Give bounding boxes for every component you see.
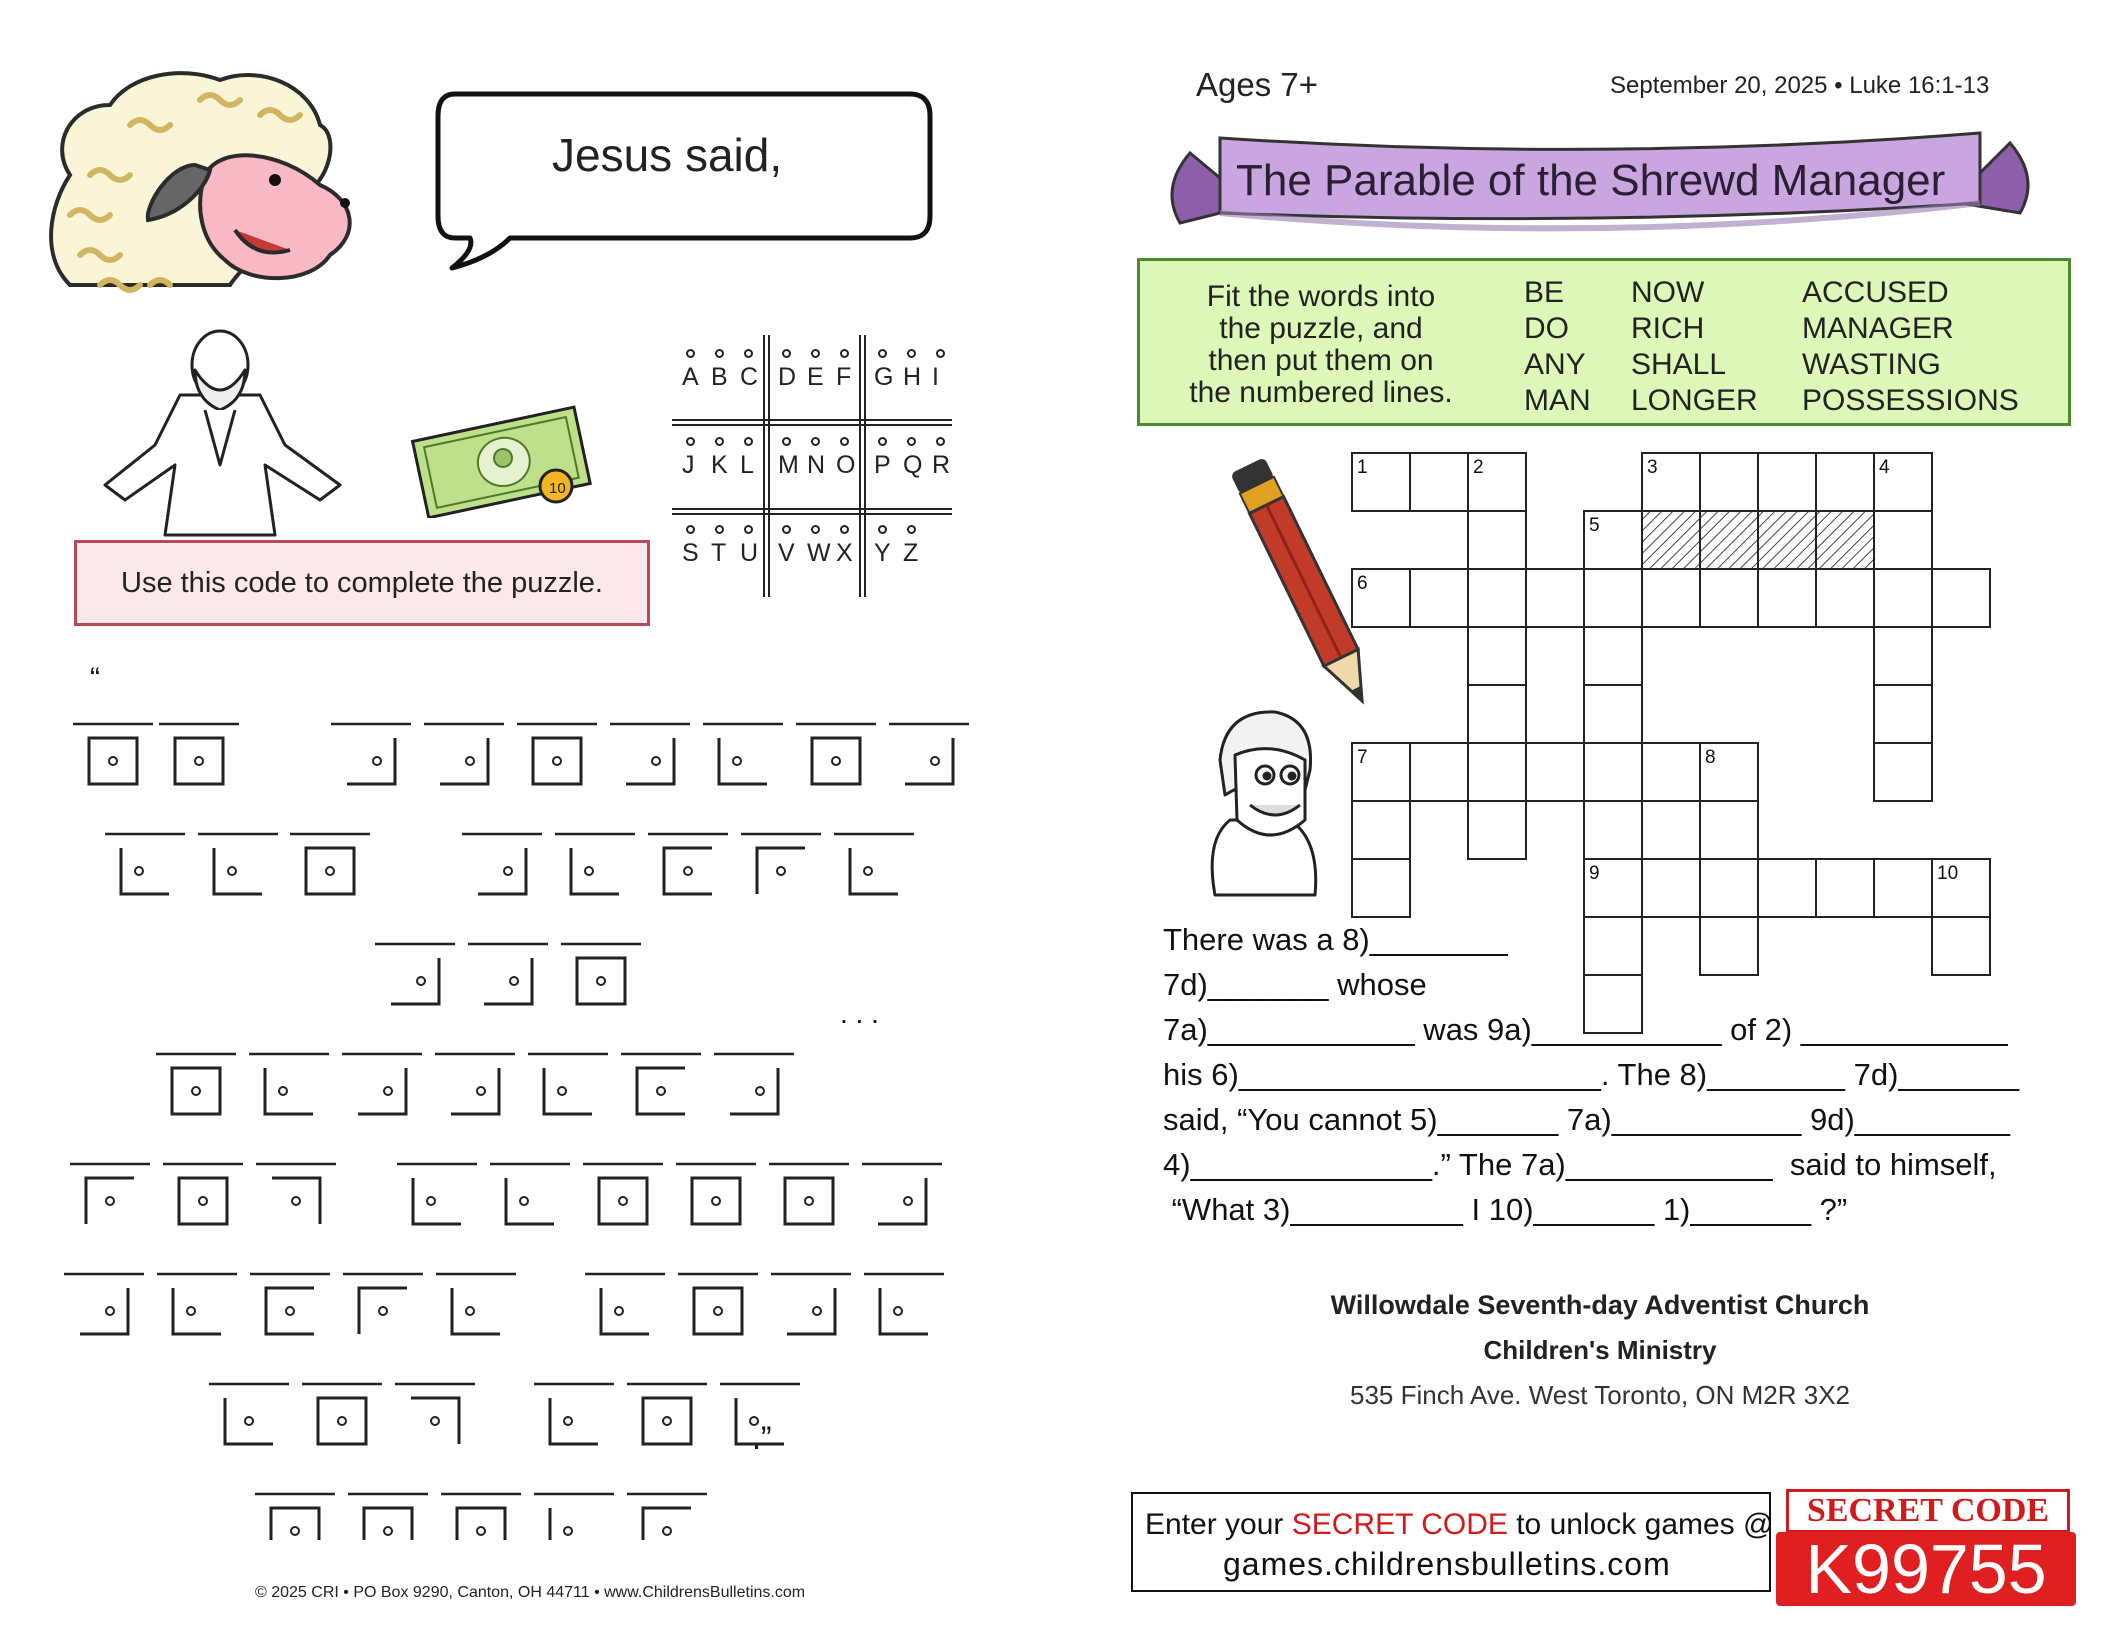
crossword-cell[interactable] (1700, 859, 1758, 917)
word: MANAGER (1802, 312, 1954, 345)
crossword-cell[interactable] (1874, 511, 1932, 569)
copyright: © 2025 CRI • PO Box 9290, Canton, OH 44711 • www.ChildrensBulletins.com (255, 1584, 806, 1601)
close-quote: .” (752, 1420, 772, 1456)
code-key-letter: R (932, 451, 953, 479)
crossword-cell[interactable] (1874, 859, 1932, 917)
code-key-letter: P (874, 451, 893, 479)
crossword-cell[interactable] (1468, 801, 1526, 859)
crossword-number: 9 (1589, 863, 1600, 884)
code-key-letter: F (836, 363, 854, 391)
code-symbol-slot (250, 1274, 330, 1334)
code-key-letter: Z (903, 539, 921, 567)
word: DO (1524, 312, 1569, 345)
code-key-letter: J (682, 451, 697, 479)
code-symbol-slot (676, 1164, 756, 1224)
code-symbol-slot (534, 1384, 614, 1444)
word: POSSESSIONS (1802, 384, 2019, 417)
code-symbol-slot (534, 1494, 614, 1540)
code-key-letter: Y (874, 539, 893, 567)
code-symbol-slot (302, 1384, 382, 1444)
code-key-letter: W (807, 539, 833, 567)
code-key-letter: T (711, 539, 729, 567)
code-symbol-slot (862, 1164, 942, 1224)
fill-line[interactable]: There was a 8)________ (1163, 922, 1508, 957)
crossword-cell[interactable] (1642, 859, 1700, 917)
crossword-blocked-cell (1700, 511, 1758, 569)
code-symbol-slot (627, 1494, 707, 1540)
fill-line[interactable]: 4)______________.” The 7a)____________ said to himself, (1163, 1147, 1997, 1182)
crossword-cell[interactable] (1874, 685, 1932, 743)
crossword-cell[interactable] (1410, 569, 1468, 627)
crossword-blocked-cell (1816, 511, 1874, 569)
crossword-cell[interactable] (1758, 569, 1816, 627)
code-symbol-slot (163, 1164, 243, 1224)
code-symbol-slot (585, 1274, 665, 1334)
code-key-letter: E (807, 363, 826, 391)
crossword-cell[interactable] (1468, 511, 1526, 569)
crossword-cell[interactable] (1932, 569, 1990, 627)
secret-code-value: K99755 (1776, 1532, 2076, 1606)
crossword-cell[interactable] (1468, 743, 1526, 801)
crossword-number: 3 (1647, 457, 1658, 478)
crossword-cell[interactable] (1584, 627, 1642, 685)
crossword-cell[interactable] (1758, 453, 1816, 511)
crossword-cell[interactable] (1584, 743, 1642, 801)
crossword-cell[interactable] (1584, 685, 1642, 743)
instruction-line: then put them on (1208, 344, 1434, 377)
code-symbol-slot (771, 1274, 851, 1334)
games-url[interactable]: games.childrensbulletins.com (1223, 1546, 1671, 1582)
word: NOW (1631, 276, 1705, 309)
code-key-letter: K (711, 451, 730, 479)
crossword-number: 7 (1357, 747, 1368, 768)
word: ANY (1524, 348, 1586, 381)
code-key-letter: X (836, 539, 855, 567)
open-quote: “ (90, 662, 100, 695)
instruction-line: the puzzle, and (1219, 312, 1423, 345)
code-symbol-slot (64, 1274, 144, 1334)
code-key-letter: L (740, 451, 756, 479)
crossword-cell[interactable] (1410, 743, 1468, 801)
word: SHALL (1631, 348, 1727, 381)
word: BE (1524, 276, 1565, 309)
crossword-cell[interactable] (1526, 743, 1584, 801)
secret-code-label: SECRET CODE (1786, 1489, 2070, 1533)
code-symbol-slot (395, 1384, 475, 1444)
code-key-letter: M (778, 451, 801, 479)
code-key-letter: S (682, 539, 701, 567)
code-symbol-slot (157, 1274, 237, 1334)
fill-line[interactable]: his 6)_____________________. The 8)________ 7d)_______ (1163, 1057, 2020, 1092)
code-key-letter: A (682, 363, 701, 391)
crossword-cell[interactable] (1642, 743, 1700, 801)
crossword-cell[interactable] (1758, 859, 1816, 917)
code-symbol-slot (627, 1384, 707, 1444)
age-range: Ages 7+ (1196, 66, 1319, 103)
code-symbol-slot (209, 1384, 289, 1444)
fill-line[interactable]: 7d)_______ whose (1163, 967, 1427, 1002)
crossword-cell[interactable] (1700, 801, 1758, 859)
code-key-letter: D (778, 363, 799, 391)
code-key-letter: C (740, 363, 761, 391)
crossword-cell[interactable] (1526, 569, 1584, 627)
code-symbol-slot (255, 1494, 335, 1540)
code-symbol-slot (583, 1164, 663, 1224)
code-key-letter: Q (903, 451, 925, 479)
code-symbol-slot (769, 1164, 849, 1224)
fill-line[interactable]: said, “You cannot 5)_______ 7a)___________ 9d)_________ (1163, 1102, 2010, 1137)
word: RICH (1631, 312, 1705, 345)
fill-line[interactable]: “What 3)__________ I 10)_______ 1)_______ ?” (1163, 1192, 1848, 1227)
crossword-cell[interactable] (1816, 569, 1874, 627)
code-symbol-slot (441, 1494, 521, 1540)
code-key-letter: G (874, 363, 896, 391)
code-symbol-slot (397, 1164, 477, 1224)
crossword-cell[interactable] (1874, 627, 1932, 685)
code-symbol-slot (70, 1164, 150, 1224)
word: ACCUSED (1802, 276, 1949, 309)
church-name: Willowdale Seventh-day Adventist Church (1330, 1290, 1870, 1320)
dateline: September 20, 2025 • Luke 16:1-13 (1610, 72, 1990, 99)
crossword-cell[interactable] (1816, 859, 1874, 917)
instruction-line: Fit the words into (1206, 280, 1436, 313)
ellipsis: . . . (840, 998, 879, 1029)
crossword-number: 4 (1879, 457, 1890, 478)
crossword-cell[interactable] (1874, 743, 1932, 801)
svg-text:10: 10 (549, 480, 566, 497)
crossword-number: 8 (1705, 747, 1716, 768)
code-symbol-slot (864, 1274, 944, 1334)
code-key-letter: V (778, 539, 797, 567)
page-title: The Parable of the Shrewd Manager (1236, 156, 1946, 205)
crossword-cell[interactable] (1410, 453, 1468, 511)
crossword-cell[interactable] (1642, 569, 1700, 627)
unlock-games-box (1131, 1492, 1774, 1592)
code-instruction-box: Use this code to complete the puzzle. (74, 540, 650, 626)
fill-line[interactable]: 7a)____________ was 9a)___________ of 2) ____________ (1163, 1012, 2008, 1047)
crossword-blocked-cell (1642, 511, 1700, 569)
ministry-name: Children's Ministry (1483, 1335, 1717, 1365)
code-symbol-slot (436, 1274, 516, 1334)
crossword-cell[interactable] (1468, 685, 1526, 743)
code-symbol-slot (490, 1164, 570, 1224)
crossword-cell[interactable] (1584, 569, 1642, 627)
code-symbol-slot (720, 1384, 800, 1444)
crossword-number: 2 (1473, 457, 1484, 478)
crossword-cell[interactable] (1816, 453, 1874, 511)
word: MAN (1524, 384, 1591, 417)
word: LONGER (1631, 384, 1758, 417)
unlock-highlight: SECRET CODE (1291, 1508, 1508, 1541)
unlock-prefix: Enter your (1145, 1508, 1292, 1541)
story-fill-in (1163, 917, 2019, 1232)
crossword-cell[interactable] (1874, 569, 1932, 627)
crossword-cell[interactable] (1584, 801, 1642, 859)
crossword-cell[interactable] (1468, 569, 1526, 627)
crossword-cell[interactable] (1700, 569, 1758, 627)
code-key-letter: O (836, 451, 858, 479)
crossword-blocked-cell (1758, 511, 1816, 569)
crossword-number: 1 (1357, 457, 1368, 478)
crossword-number: 10 (1937, 863, 1959, 884)
code-symbol-slot (343, 1274, 423, 1334)
unlock-suffix: to unlock games @ (1507, 1508, 1774, 1541)
unlock-text (1145, 1508, 1773, 1542)
word: WASTING (1802, 348, 1941, 381)
code-key-letter: U (740, 539, 761, 567)
crossword-cell[interactable] (1352, 859, 1410, 917)
code-symbol-slot (348, 1494, 428, 1540)
instruction-line: the numbered lines. (1189, 376, 1453, 409)
church-address: 535 Finch Ave. West Toronto, ON M2R 3X2 (1349, 1380, 1851, 1410)
crossword-cell[interactable] (1700, 453, 1758, 511)
code-symbol-slot (678, 1274, 758, 1334)
crossword-number: 5 (1589, 515, 1600, 536)
code-key-letter: I (932, 363, 941, 391)
crossword-number: 6 (1357, 573, 1368, 594)
crossword-cell[interactable] (1352, 801, 1410, 859)
code-symbol-slot (256, 1164, 336, 1224)
code-key-letter: N (807, 451, 828, 479)
crossword-cell[interactable] (1468, 627, 1526, 685)
code-key-letter: B (711, 363, 730, 391)
speech-bubble-text: Jesus said, (552, 129, 783, 181)
code-key-letter: H (903, 363, 924, 391)
